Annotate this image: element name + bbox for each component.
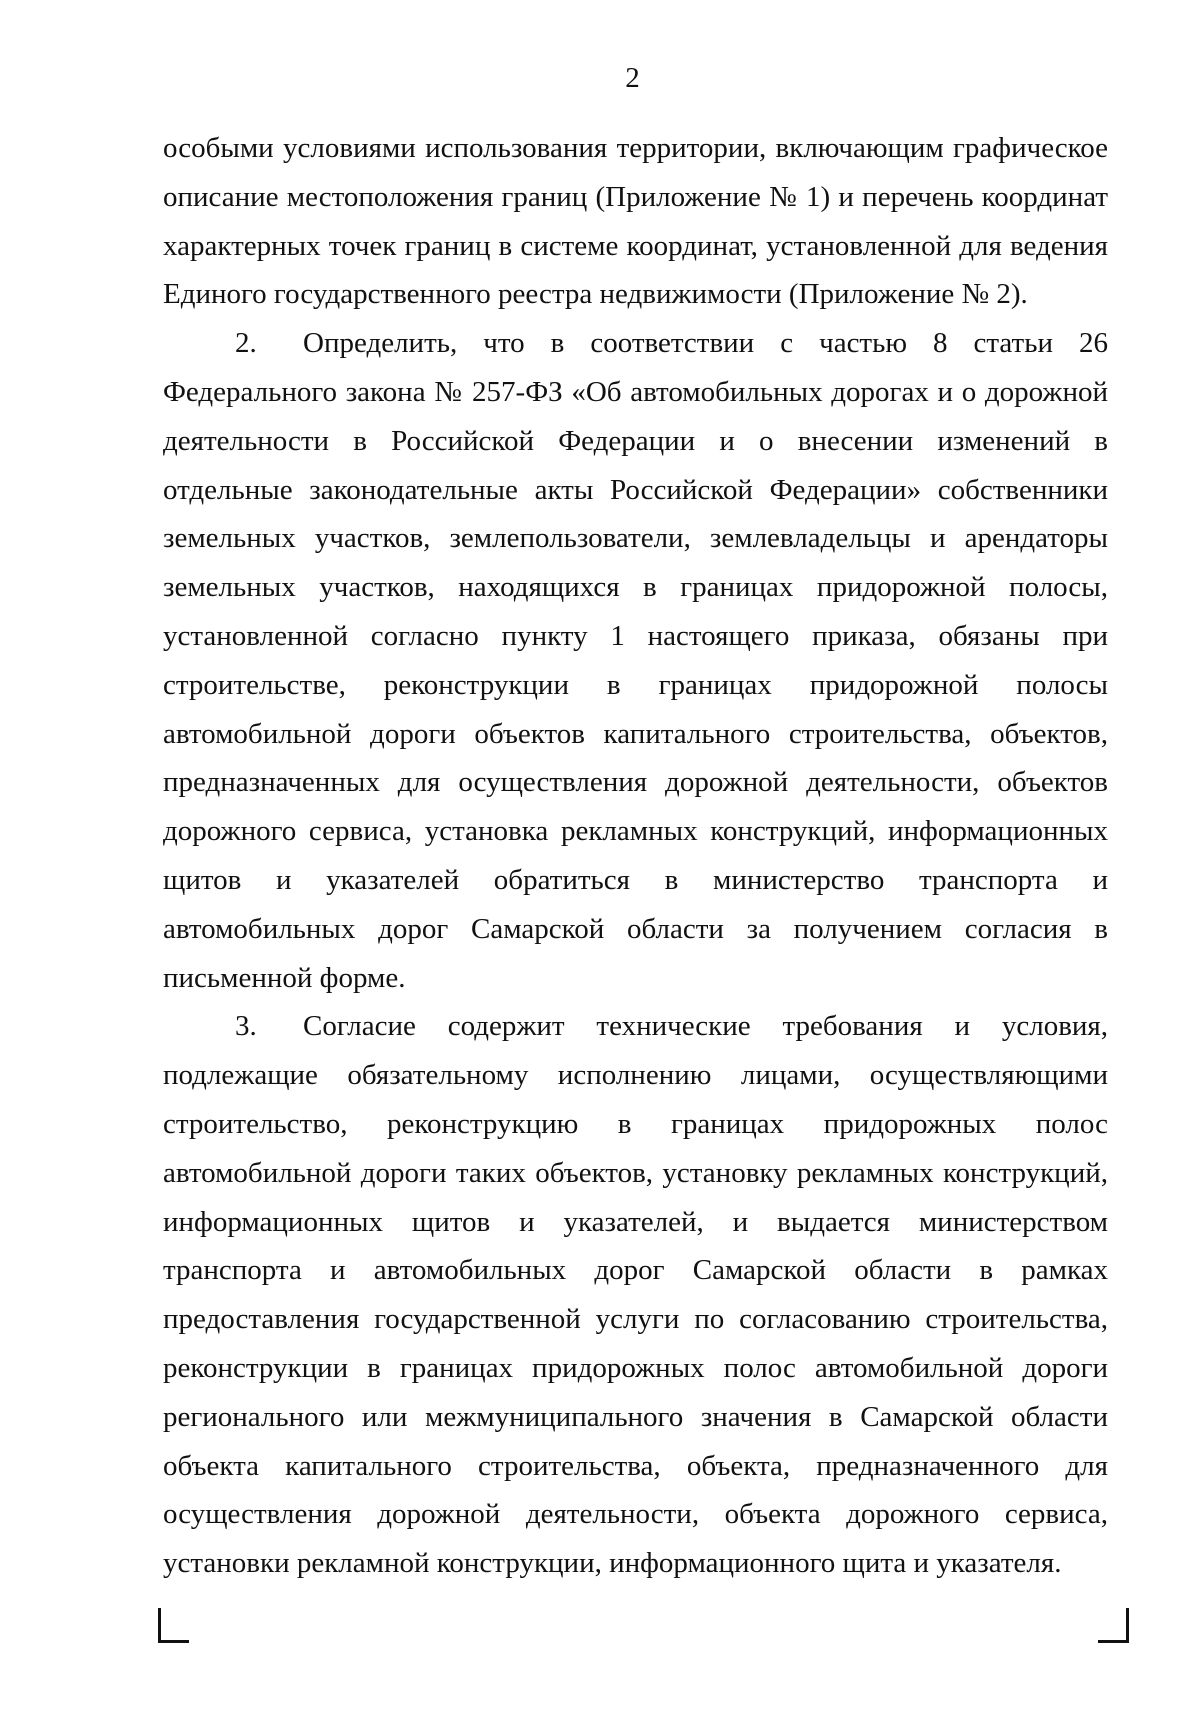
corner-mark-left — [158, 1608, 189, 1643]
paragraph-number: 3. — [235, 1010, 257, 1043]
paragraph-number: 2. — [235, 327, 257, 360]
paragraph-text: Согласие содержит технические требования и условия, подлежащие обязательному исполнению лицами, осуществляющими строительство, реконструкцию в границах придорожных полос автомобильной дороги таких объектов, установку рекламных конструкций, информационных щитов и указателей, и выдается министерством транспорта и автомобильных дорог Самарской области в рамках предоставления государственной услуги по согласованию строительства, реконструкции в границах придорожных полос автомобильной дороги регионального или межмуниципального значения в Самарской области объекта капитального строительства, объекта, предназначенного для осуществления дорожной деятельности, объекта дорожного сервиса, установки рекламной конструкции, информационного щита и указателя. — [163, 1010, 1108, 1580]
paragraph-3 — [163, 1002, 1108, 1588]
paragraph-2 — [163, 319, 1108, 1002]
paragraph-text: особыми условиями использования территории, включающим графическое описание местоположения границ (Приложение № 1) и перечень координат характерных точек границ в системе координат, установленной для ведения Единого государственного реестра недвижимости (Приложение № 2). — [163, 132, 1108, 311]
corner-mark-right — [1098, 1608, 1129, 1643]
paragraph-continuation — [163, 124, 1108, 319]
document-body — [163, 124, 1108, 1588]
page-number: 2 — [625, 62, 640, 94]
paragraph-text: Определить, что в соответствии с частью 8 статьи 26 Федерального закона № 257-ФЗ «Об автомобильных дорогах и о дорожной деятельности в Российской Федерации и о внесении изменений в отдельные законодательные акты Российской Федерации» собственники земельных участков, землепользователи, землевладельцы и арендаторы земельных участков, находящихся в границах придорожной полосы, установленной согласно пункту 1 настоящего приказа, обязаны при строительстве, реконструкции в границах придорожной полосы автомобильной дороги объектов капитального строительства, объектов, предназначенных для осуществления дорожной деятельности, объектов дорожного сервиса, установка рекламных конструкций, информационных щитов и указателей обратиться в министерство транспорта и автомобильных дорог Самарской области за получением согласия в письменной форме. — [163, 327, 1108, 994]
